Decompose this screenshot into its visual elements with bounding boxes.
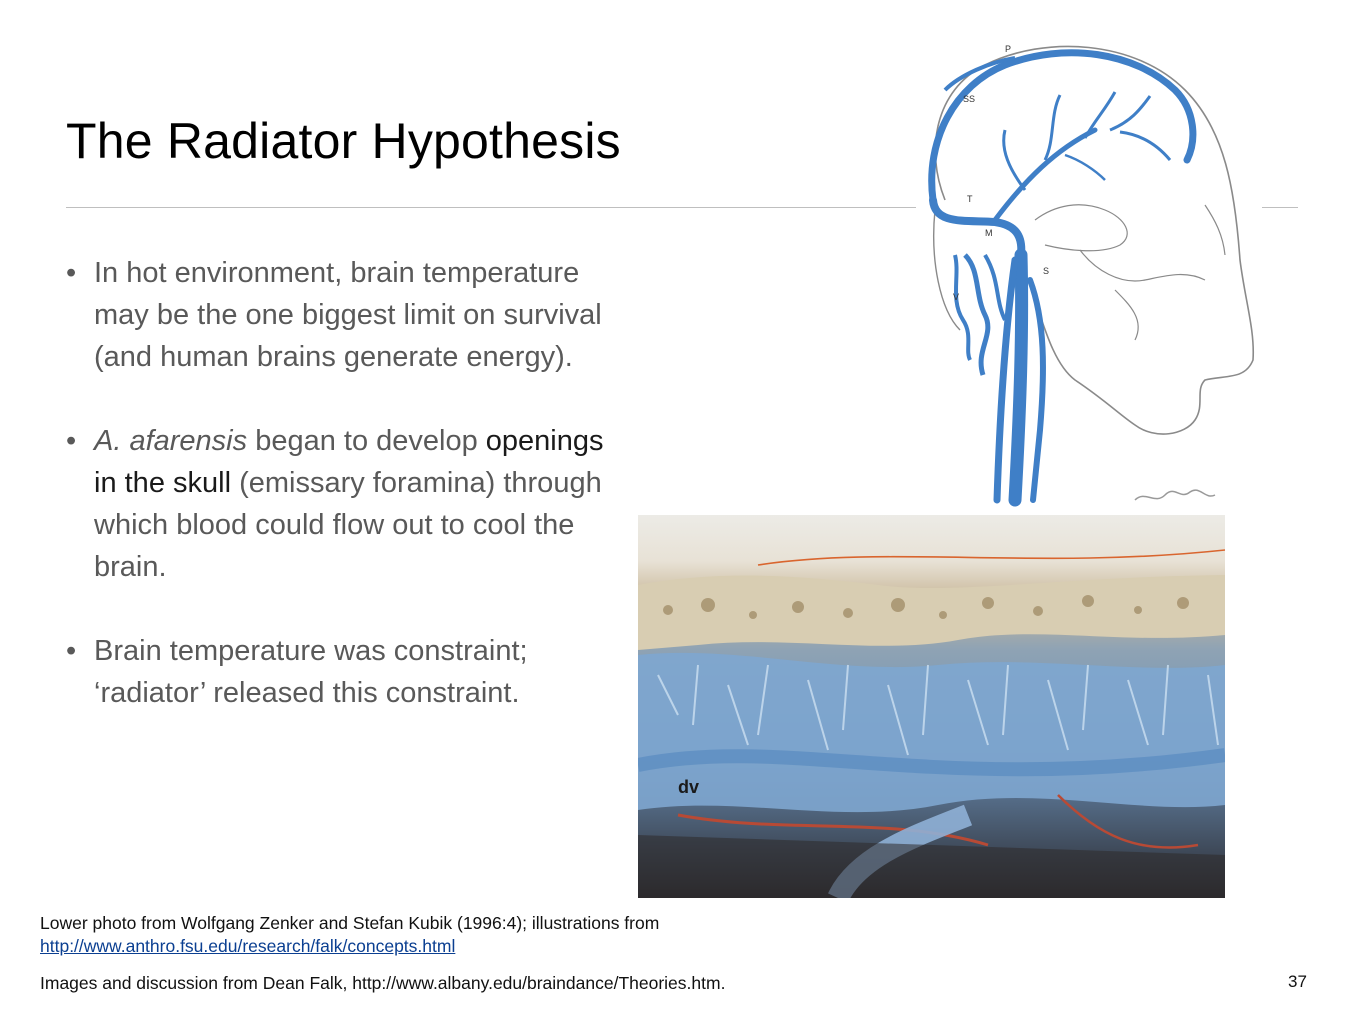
vascular-cast-photo	[638, 515, 1225, 898]
skull-label: M	[985, 228, 993, 238]
credit-line: Images and discussion from Dean Falk, http://www.albany.edu/braindance/Theories.htm.	[40, 973, 726, 993]
credits	[40, 912, 840, 995]
skull-label: P	[1005, 44, 1012, 54]
bullet-text: Brain temperature was constraint; ‘radiator’ released this constraint.	[94, 635, 528, 709]
bullet-item	[62, 252, 622, 378]
skull-label: S	[1043, 266, 1050, 276]
bullet-text-part: (emissary foramina) through which blood could flow out to cool the brain.	[94, 467, 602, 583]
photo-label: dv	[678, 777, 700, 797]
skull-label: SS	[963, 94, 976, 104]
bullet-text: In hot environment, brain temperature may be the one biggest limit on survival (and human brains generate energy).	[94, 257, 602, 373]
credit-link[interactable]: http://www.anthro.fsu.edu/research/falk/concepts.html	[40, 936, 456, 956]
skull-veins-illustration	[905, 30, 1265, 550]
bullet-list	[62, 252, 622, 714]
page-number: 37	[1288, 972, 1307, 991]
credit-text: Lower photo from Wolfgang Zenker and Stefan Kubik (1996:4); illustrations from	[40, 913, 660, 933]
credit-line	[40, 912, 840, 958]
bullet-item	[62, 630, 622, 714]
skull-label: T	[967, 194, 973, 204]
bullet-item	[62, 420, 622, 588]
skull-label: V	[953, 292, 960, 302]
title-divider	[66, 207, 916, 208]
species-name: A. afarensis	[94, 425, 248, 457]
slide-title: The Radiator Hypothesis	[66, 113, 621, 169]
bullet-text-part: began to develop	[247, 425, 486, 457]
title-divider-right	[1262, 207, 1298, 208]
emphasized-text: openings in the skull	[94, 425, 604, 499]
